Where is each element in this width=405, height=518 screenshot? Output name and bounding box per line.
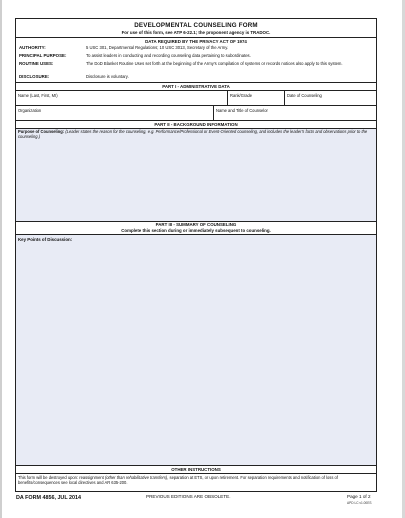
form-subtitle: For use of this form, see ATP 6-22.1; the proponent agency is TRADOC. xyxy=(121,30,271,35)
organization-field-label: Organization xyxy=(18,108,42,113)
form-number: DA FORM 4856, JUL 2014 xyxy=(16,495,82,501)
disclosure-label: DISCLOSURE: xyxy=(19,74,50,79)
key-points-textarea[interactable] xyxy=(16,235,376,465)
counselor-field-label: Name and Title of Counselor xyxy=(216,108,268,113)
form-code: APD LC v1.00ES xyxy=(347,501,372,505)
name-field-label: Name (Last, First, MI) xyxy=(18,93,58,98)
name-field[interactable] xyxy=(16,91,227,105)
date-field[interactable] xyxy=(285,91,377,105)
page-number: Page 1 of 2 xyxy=(347,494,371,499)
part3-header: PART III - SUMMARY OF COUNSELING xyxy=(155,222,237,227)
routine-uses-label: ROUTINE USES: xyxy=(19,61,54,66)
form-title: DEVELOPMENTAL COUNSELING FORM xyxy=(134,22,258,29)
obsolete-notice: PREVIOUS EDITIONS ARE OBSOLETE. xyxy=(146,494,231,499)
part2-header: PART II - BACKGROUND INFORMATION xyxy=(154,122,238,127)
date-field-label: Date of Counseling xyxy=(287,93,322,98)
privacy-header: DATA REQUIRED BY THE PRIVACY ACT OF 1974 xyxy=(145,39,247,44)
divider xyxy=(16,465,376,466)
other-instructions-text-c: , separation at ETS, or upon retirement. For separation requirements and notification of loss of benefits/consequences see local directives and AR 635-200. xyxy=(18,475,338,486)
organization-field[interactable] xyxy=(16,106,213,120)
purpose-label: PRINCIPAL PURPOSE: xyxy=(19,53,67,58)
rank-field[interactable] xyxy=(228,91,284,105)
purpose-of-counseling-label: Purpose of Counseling: xyxy=(18,129,65,134)
divider xyxy=(16,37,376,38)
rank-field-label: Rank/Grade xyxy=(230,93,253,98)
other-instructions-text xyxy=(18,475,374,485)
divider xyxy=(16,82,376,83)
divider xyxy=(16,473,376,474)
divider xyxy=(16,120,376,121)
disclosure-value: Disclosure is voluntary. xyxy=(86,73,129,79)
other-instructions-text-b: (other than rehabilitative transfers) xyxy=(104,475,168,480)
other-instructions-text-a: This form will be destroyed upon: reassignment xyxy=(18,475,105,480)
routine-uses-value: The DoD Blanket Routine Uses set forth at the beginning of the Army's compilation of systems or records notices also apply to this system. xyxy=(86,60,343,66)
counselor-field[interactable] xyxy=(214,106,377,120)
page-left-edge xyxy=(0,0,2,518)
key-points-label: Key Points of Discussion: xyxy=(18,237,73,242)
authority-value: 5 USC 301, Departmental Regulations; 10 USC 3013, Secretary of the Army. xyxy=(86,44,229,50)
part3-subheader: Complete this section during or immediately subsequent to counseling. xyxy=(121,228,271,233)
authority-label: AUTHORITY: xyxy=(19,45,46,50)
counseling-form xyxy=(15,18,377,492)
purpose-of-counseling-text xyxy=(18,129,374,139)
part1-header: PART I - ADMINISTRATIVE DATA xyxy=(162,84,230,89)
purpose-textarea[interactable] xyxy=(16,129,376,221)
purpose-value: To assist leaders in conducting and recording counseling data pertaining to subordinates. xyxy=(86,52,251,58)
other-instructions-header: OTHER INSTRUCTIONS xyxy=(171,467,221,472)
purpose-of-counseling-hint: (Leader states the reason for the counseling, e.g. Performance/Professional or Event-Oriented counseling, and includes the leader's facts and observations prior to the counseling.) xyxy=(18,129,368,139)
